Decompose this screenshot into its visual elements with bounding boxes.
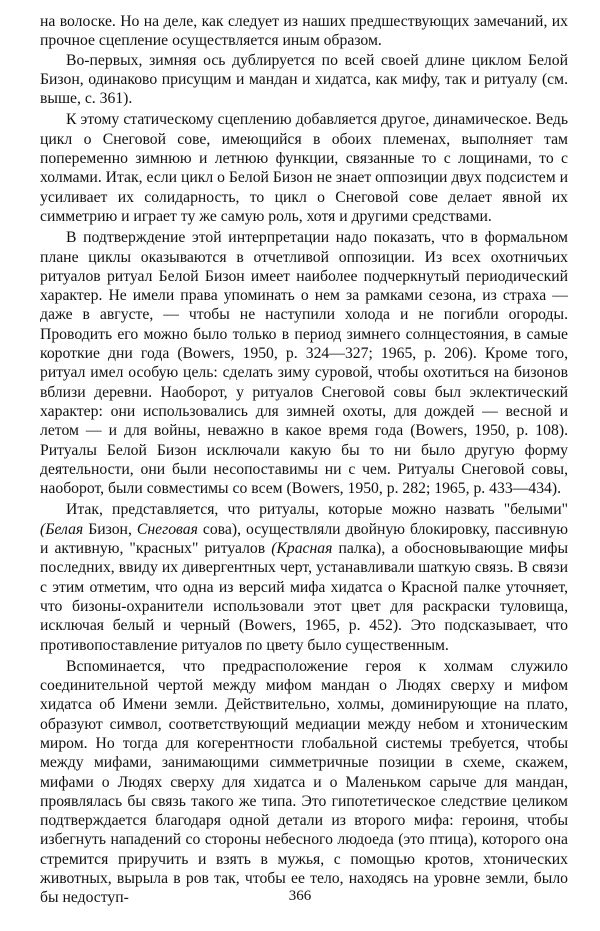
paragraph-5-text: Вспоминается, что предрасположение героя к холмам служило соединительной чертой между мифом мандан о Людях сверху и мифом хидатса об Имени земли. Действительно, холмы, доминирующие на плато, образуют символ, соответствующий медиации между небом и хтоническим миром. Но тогда для когерентности глобальной системы требуется, чтобы между мифами, занимающими симметричные позиции в схеме, скажем, мифами о Людях сверху для хидатса и о Маленьком сарыче для мандан, проявлялась бы связь такого же типа. Это гипотетическое следствие целиком подтверждается благодаря одной детали из второго мифа: героиня, чтобы избегнуть нападений со стороны небесного людоеда (это птица), которого она стремится приручить и взять в мужья, с помощью кротов, хтонических животных, вырыла в ров так, чтобы ее тело, находясь на уровне земли, было бы недоступ- <box>40 657 568 907</box>
paragraph-3 <box>40 228 568 498</box>
paragraph-0 <box>40 12 568 51</box>
paragraph-2-text: К этому статическому сцеплению добавляется другое, динамическое. Ведь цикл о Снеговой сове, имеющийся в обоих племенах, выполняет там попеременно зимнюю и летнюю функции, связанные то с лощинами, то с холмами. Итак, если цикл о Белой Бизон не знает оппозиции двух подсистем и усиливает их солидарность, то цикл о Снеговой сове делает явной их симметрию и играет ту же самую роль, хотя и другими средствами. <box>40 111 568 225</box>
paragraph-4-text: Бизон, <box>83 520 137 538</box>
italic-term: (Белая <box>40 520 84 538</box>
page-body <box>40 12 568 908</box>
paragraph-4-text: палка), а обосновывающие мифы последних, ввиду их дивергентных черт, устанавливали шаткую связь. В связи с этим отметим, что одна из версий мифа хидатса о Красной палке уточняет, что бизоны-охранители использовали этот цвет для раскраски туловища, исключая белый и черный (Bowers, 1965, p. 452). Это подсказывает, что противопоставление ритуалов по цвету было существенным. <box>40 540 568 654</box>
paragraph-4-text: Итак, представляется, что ритуалы, которые можно назвать "белыми" <box>66 501 568 519</box>
paragraph-4-text: сова), осуществляли двойную блокировку, пассивную и активную, "красных" ритуалов <box>40 520 568 558</box>
paragraph-5 <box>40 657 568 908</box>
paragraph-3-text: В подтверждение этой интерпретации надо показать, что в формальном плане циклы оказываются в отчетливой оппозиции. Из всех охотничьих ритуалов ритуал Белой Бизон имеет наиболее подчеркнутый периодический характер. Не имели права упоминать о нем за рамками сезона, из страха — даже в августе, — чтобы не наступили холода и не погибли огороды. Проводить его можно было только в период зимнего солнцестояния, в самые короткие дни года (Bowers, 1950, p. 324—327; 1965, p. 206). Кроме того, ритуал имел особую цель: сделать зиму суровой, чтобы охотиться на бизонов вблизи деревни. Наоборот, у ритуалов Снеговой совы был эклектический характер: они использовались для зимней охоты, для дождей — весной и летом — и для войны, неважно в какое время года (Bowers, 1950, p. 108). Ритуалы Белой Бизон исключали какую бы то ни было другую форму деятельности, они были несопоставимы ни с чем. Ритуалы Снеговой совы, наоборот, были совместимы со всем (Bowers, 1950, p. 282; 1965, p. 433—434). <box>40 229 568 498</box>
paragraph-1 <box>40 51 568 109</box>
paragraph-1-text: Во-первых, зимняя ось дублируется по всей своей длине циклом Белой Бизон, одинаково присущим и мандан и хидатса, как мифу, так и ритуалу (см. выше, с. 361). <box>40 51 568 108</box>
page-number: 366 <box>288 888 312 904</box>
paragraph-2 <box>40 110 568 226</box>
paragraph-0-text: на волоске. Но на деле, как следует из наших предшествующих замечаний, их прочное сцепление осуществляется иным образом. <box>40 13 568 50</box>
paragraph-4 <box>40 500 568 654</box>
italic-term: (Красная <box>271 540 333 558</box>
italic-term: Снеговая <box>136 520 198 538</box>
